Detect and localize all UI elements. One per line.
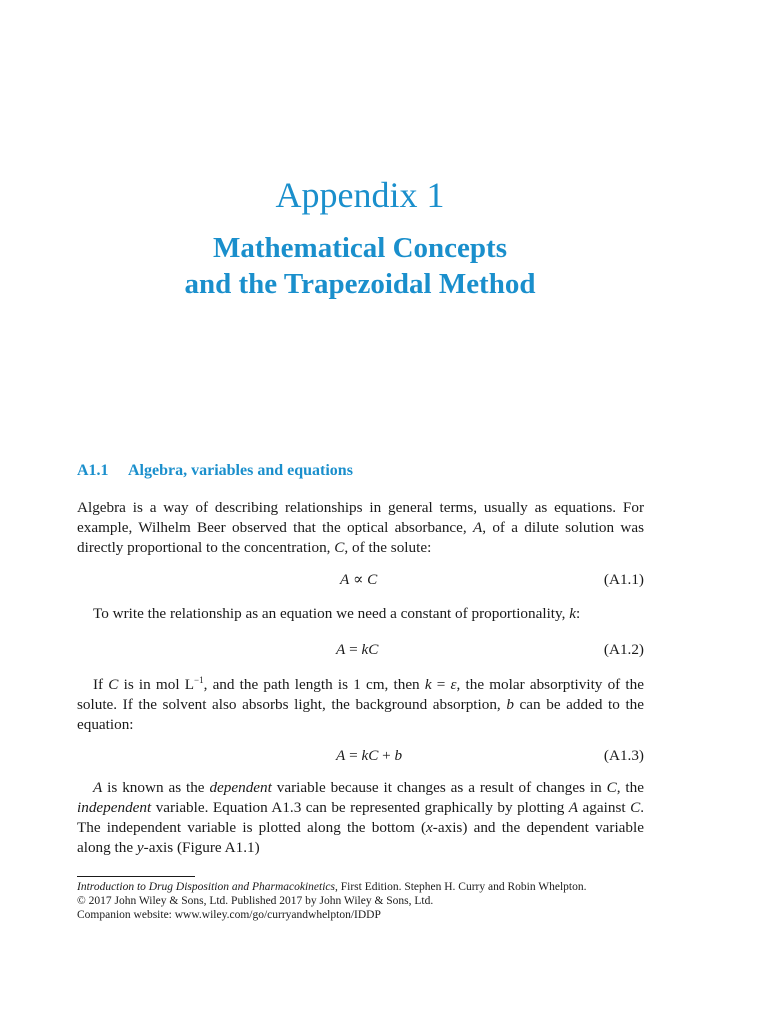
footnote [77,880,657,922]
chapter-title: Appendix 1 [275,175,445,215]
paragraph-3: If C is in mol $L^{-1}$, and the path length is 1 cm, then k = ε, the molar absorptivity of the solute. If the solvent also absorbs light, the background absorption, b can be added to the equation: [77,674,644,733]
paragraph-1: Algebra is a way of describing relationships in general terms, usually as equations. For example, Wilhelm Beer observed that the optical absorbance, A, of a dilute solution was directly proportional to the concentration, C, of the solute: [77,499,644,556]
equation-number: (A1.2) [603,641,644,658]
equation-number: (A1.1) [603,571,644,588]
section-heading [77,460,353,482]
subtitle-line-2: and the Trapezoidal Method [184,268,536,300]
equation-number: (A1.3) [603,747,644,764]
subtitle-line-1: Mathematical Concepts [213,232,507,264]
chapter-subtitle [0,230,720,302]
footnote-line-3: Companion website: www.wiley.com/go/curryandwhelpton/IDDP [77,909,381,921]
footnote-line-1: Introduction to Drug Disposition and Pharmacokinetics, First Edition. Stephen H. Curry and Robin Whelpton. [77,881,587,893]
section-title: Algebra, variables and equations [128,462,353,479]
equation-expression: A = kC [336,641,379,658]
equation-expression: A ∝ C [340,571,378,588]
equation-expression: A = kC + b [336,747,403,764]
section-number: A1.1 [77,462,109,479]
footnote-rule [77,876,195,877]
paragraph-4: A is known as the dependent variable because it changes as a result of changes in C, the independent variable. Equation A1.3 can be represented graphically by plotting A against C. The independent variable is plotted along the bottom (x-axis) and the dependent variable along the y-axis (Figure A1.1) [77,779,644,856]
paragraph-2: To write the relationship as an equation we need a constant of proportionality, k: [93,605,581,622]
equation-a1-2 [77,640,644,660]
footnote-line-2: © 2017 John Wiley & Sons, Ltd. Published 2017 by John Wiley & Sons, Ltd. [77,895,434,907]
equation-a1-1 [77,570,644,590]
equation-a1-3 [77,746,644,766]
